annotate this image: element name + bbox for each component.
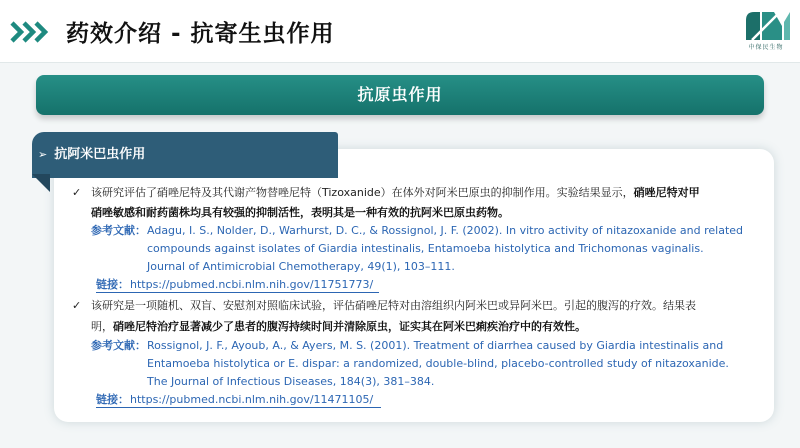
section-banner <box>36 75 764 115</box>
item1-line1-text: 该研究评估了硝唑尼特及其代谢产物替唑尼特（Tizoxanide）在体外对阿米巴原虫的抑制作用。实验结果显示， <box>91 186 634 199</box>
arrow-right-icon: ➢ <box>38 148 48 161</box>
item1-ref-line: Journal of Antimicrobial Chemotherapy, 49(1), 103–111. <box>147 260 455 273</box>
item1-link[interactable]: https://pubmed.ncbi.nlm.nih.gov/11751773/ <box>130 278 374 291</box>
item2-line1: 该研究是一项随机、双盲、安慰剂对照临床试验，评估硝唑尼特对由溶组织内阿米巴或异阿米巴。引起的腹泻的疗效。结果表 <box>91 299 696 312</box>
item1-ref-line: compounds against isolates of Giardia intestinalis, Entamoeba histolytica and Trichomonas vaginalis. <box>147 242 704 255</box>
item1-line2-bold: 硝唑敏感和耐药菌株均具有较强的抑制活性，表明其是一种有效的抗阿米巴原虫药物。 <box>91 206 509 219</box>
chevron-right-icon <box>10 21 52 43</box>
item2-link-label: 链接： <box>96 393 129 406</box>
header-bar <box>0 0 800 62</box>
item1-ref-line: Adagu, I. S., Nolder, D., Warhurst, D. C., & Rossignol, J. F. (2002). In vitro activity of nitazoxanide and related <box>147 224 744 237</box>
item2-line2-text: 明， <box>91 320 113 333</box>
logo-mark <box>738 8 794 42</box>
item1-line1 <box>91 185 700 200</box>
item2-ref-line: Rossignol, J. F., Ayoub, A., & Ayers, M. S. (2001). Treatment of diarrhea caused by Giardia intestinalis and <box>147 339 724 352</box>
item2-ref-label: 参考文献： <box>91 339 146 352</box>
item2-line2 <box>91 319 586 334</box>
header-divider <box>0 62 800 63</box>
item2-ref-line: The Journal of Infectious Diseases, 184(3), 381–384. <box>147 375 435 388</box>
item1-link-underline <box>96 292 379 293</box>
banner-title: 抗原虫作用 <box>357 85 443 104</box>
item1-link-label: 链接： <box>96 278 129 291</box>
item1-ref-label: 参考文献： <box>91 224 146 237</box>
check-icon: ✓ <box>72 186 82 199</box>
section-tag-label <box>38 132 145 178</box>
item2-link-underline <box>96 407 381 408</box>
logo-text: 中保民生物 <box>748 44 784 51</box>
item2-link[interactable]: https://pubmed.ncbi.nlm.nih.gov/11471105/ <box>130 393 374 406</box>
check-icon: ✓ <box>72 299 82 312</box>
item1-line2 <box>91 205 509 220</box>
item2-line2-bold: 硝唑尼特治疗显著减少了患者的腹泻持续时间并清除原虫，证实其在阿米巴痢疾治疗中的有效性。 <box>113 320 586 333</box>
company-logo <box>738 8 794 52</box>
page-title: 药效介绍 - 抗寄生虫作用 <box>66 21 335 47</box>
item1-line1-bold: 硝唑尼特对甲 <box>633 186 700 199</box>
section-tag-text: 抗阿米巴虫作用 <box>54 147 146 162</box>
item2-ref-line: Entamoeba histolytica or E. dispar: a randomized, double-blind, placebo-controlled study of nitazoxanide. <box>147 357 729 370</box>
